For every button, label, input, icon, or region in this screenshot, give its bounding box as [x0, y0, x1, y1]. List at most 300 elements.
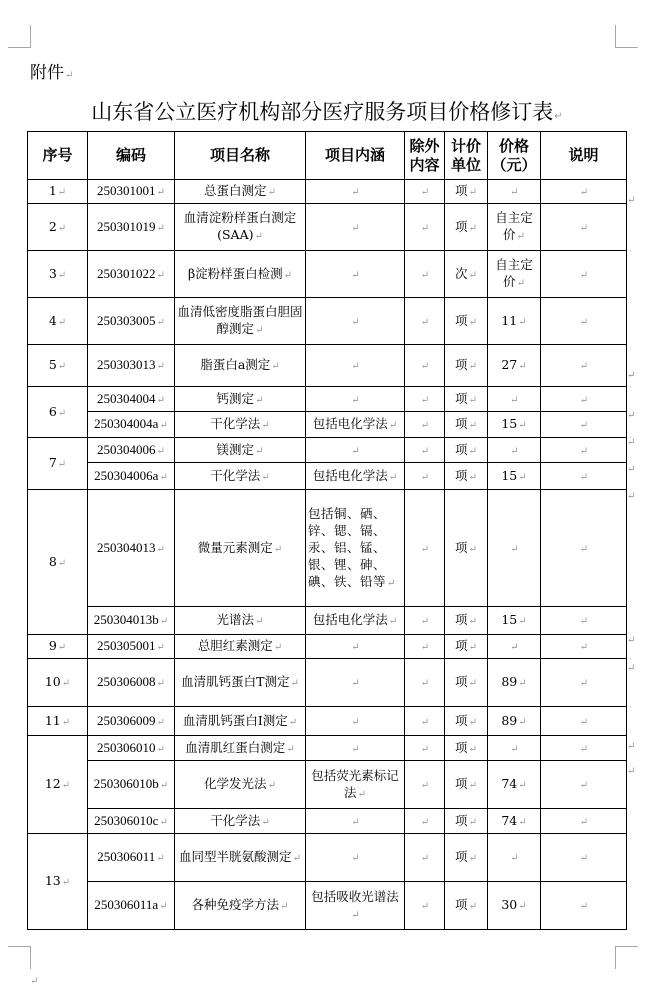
paragraph-mark-icon: ↵ — [420, 816, 430, 828]
paragraph-mark-icon: ↵ — [518, 901, 527, 912]
item-seq: 10↵ — [28, 659, 88, 707]
paragraph-mark-icon: ↵ — [518, 420, 527, 431]
item-unit: 项↵ — [445, 809, 488, 834]
item-name: 微量元素测定↵ — [175, 490, 306, 607]
paragraph-mark-icon: ↵ — [156, 269, 165, 281]
paragraph-mark-icon: ↵ — [156, 543, 165, 555]
paragraph-mark-icon: ↵ — [57, 642, 67, 653]
item-name: β淀粉样蛋白检测↵ — [175, 251, 306, 298]
paragraph-mark-icon: ↵ — [351, 222, 360, 234]
item-price — [488, 387, 541, 412]
item-scope — [306, 204, 405, 251]
paragraph-mark-icon: ↵ — [420, 780, 430, 791]
item-note — [541, 345, 627, 387]
paragraph-mark-icon: ↵ — [159, 780, 169, 791]
paragraph-mark-icon: ↵ — [468, 716, 477, 728]
item-code: 250304013↵ — [88, 490, 175, 607]
paragraph-mark-icon: ↵ — [420, 269, 430, 281]
item-exclusions — [405, 635, 445, 659]
item-name: 干化学法↵ — [175, 809, 306, 834]
paragraph-mark-icon: ↵ — [255, 394, 264, 406]
paragraph-mark-icon: ↵ — [156, 187, 165, 198]
paragraph-mark-icon: ↵ — [468, 901, 477, 912]
item-price: 11↵ — [488, 298, 541, 345]
item-scope — [306, 659, 405, 707]
item-scope — [306, 736, 405, 761]
paragraph-mark-icon: ↵ — [579, 780, 589, 791]
item-seq: 7↵ — [28, 438, 88, 490]
item-name: 镁测定↵ — [175, 438, 306, 463]
item-note — [541, 707, 627, 736]
item-name: 光谱法↵ — [175, 607, 306, 635]
item-exclusions — [405, 412, 445, 438]
paragraph-mark-icon: ↵ — [159, 420, 168, 431]
paragraph-mark-icon: ↵ — [579, 678, 589, 689]
item-exclusions — [405, 345, 445, 387]
paragraph-mark-icon: ↵ — [468, 780, 477, 791]
paragraph-mark-icon: ↵ — [579, 853, 589, 864]
table-row — [28, 882, 627, 930]
paragraph-mark-icon: ↵ — [57, 459, 67, 470]
paragraph-mark-icon: ↵ — [288, 716, 298, 728]
row-end-mark-icon: ↵ — [627, 663, 636, 674]
item-code: 250306011a↵ — [88, 882, 175, 930]
paragraph-mark-icon: ↵ — [510, 642, 519, 653]
item-price — [488, 834, 541, 882]
item-code: 250306010c↵ — [88, 809, 175, 834]
paragraph-mark-icon: ↵ — [61, 877, 71, 888]
item-exclusions — [405, 251, 445, 298]
paragraph-mark-icon: ↵ — [156, 853, 165, 864]
paragraph-mark-icon: ↵ — [579, 361, 589, 372]
table-row — [28, 834, 627, 882]
paragraph-mark-icon: ↵ — [468, 445, 477, 457]
item-note — [541, 659, 627, 707]
paragraph-mark-icon: ↵ — [273, 642, 283, 653]
paragraph-mark-icon: ↵ — [159, 471, 168, 483]
header-price: 价格（元） — [488, 132, 541, 180]
item-name: 血清肌钙蛋白I测定↵ — [175, 707, 306, 736]
item-price: 27↵ — [488, 345, 541, 387]
header-item-name: 项目名称 — [175, 132, 306, 180]
row-end-mark-icon: ↵ — [627, 464, 636, 475]
paragraph-mark-icon: ↵ — [156, 316, 165, 328]
row-end-mark-icon: ↵ — [627, 437, 636, 448]
item-seq: 13↵ — [28, 834, 88, 930]
item-scope: 包括电化学法↵ — [306, 607, 405, 635]
item-price — [488, 490, 541, 607]
paragraph-mark-icon: ↵ — [351, 316, 360, 328]
item-price: 89↵ — [488, 707, 541, 736]
item-price: 15↵ — [488, 412, 541, 438]
table-row — [28, 251, 627, 298]
item-code: 250301022↵ — [88, 251, 175, 298]
item-exclusions — [405, 707, 445, 736]
paragraph-mark-icon: ↵ — [357, 788, 366, 800]
table-row — [28, 607, 627, 635]
paragraph-mark-icon: ↵ — [156, 743, 165, 755]
paragraph-mark-icon: ↵ — [388, 616, 398, 627]
item-unit: 项↵ — [445, 345, 488, 387]
item-scope: 包括铜、硒、锌、锶、镉、汞、铝、锰、银、锂、砷、碘、铁、铅等↵ — [306, 490, 405, 607]
paragraph-mark-icon: ↵ — [510, 394, 519, 406]
item-exclusions — [405, 761, 445, 809]
paragraph-mark-icon: ↵ — [261, 420, 270, 431]
paragraph-mark-icon: ↵ — [420, 222, 430, 234]
item-code: 250305001↵ — [88, 635, 175, 659]
table-row — [28, 345, 627, 387]
paragraph-mark-icon: ↵ — [159, 616, 169, 627]
paragraph-mark-icon: ↵ — [468, 616, 477, 627]
paragraph-mark-icon: ↵ — [351, 394, 360, 406]
paragraph-mark-icon: ↵ — [57, 361, 67, 372]
table-row — [28, 707, 627, 736]
item-unit: 项↵ — [445, 659, 488, 707]
item-unit: 项↵ — [445, 298, 488, 345]
paragraph-mark-icon: ↵ — [518, 780, 527, 791]
table-row — [28, 438, 627, 463]
item-unit: 项↵ — [445, 180, 488, 204]
item-seq: 5↵ — [28, 345, 88, 387]
table-header-row — [28, 132, 627, 180]
paragraph-mark-icon: ↵ — [518, 816, 527, 828]
paragraph-mark-icon: ↵ — [579, 445, 589, 457]
item-seq: 8↵ — [28, 490, 88, 635]
paragraph-mark-icon: ↵ — [468, 361, 477, 372]
table-row — [28, 204, 627, 251]
paragraph-mark-icon: ↵ — [254, 231, 263, 242]
annex-label: 附件↵ — [30, 63, 74, 83]
item-scope: 包括电化学法↵ — [306, 463, 405, 490]
item-price: 30↵ — [488, 882, 541, 930]
header-item-scope: 项目内涵 — [306, 132, 405, 180]
item-name: 血清淀粉样蛋白测定(SAA)↵ — [175, 204, 306, 251]
table-row — [28, 761, 627, 809]
paragraph-mark-icon: ↵ — [351, 816, 360, 828]
item-code: 250304013b↵ — [88, 607, 175, 635]
paragraph-mark-icon: ↵ — [510, 853, 519, 864]
item-scope — [306, 635, 405, 659]
item-name: 各种免疫学方法↵ — [175, 882, 306, 930]
item-price: 89↵ — [488, 659, 541, 707]
paragraph-mark-icon: ↵ — [420, 316, 430, 328]
paragraph-mark-icon: ↵ — [255, 445, 264, 457]
table-row — [28, 809, 627, 834]
paragraph-mark-icon: ↵ — [57, 187, 67, 198]
paragraph-mark-icon: ↵ — [468, 316, 477, 328]
paragraph-mark-icon: ↵ — [579, 543, 589, 555]
paragraph-mark-icon: ↵ — [579, 471, 589, 483]
paragraph-mark-icon: ↵ — [420, 678, 430, 689]
item-name: 血清肌红蛋白测定↵ — [175, 736, 306, 761]
item-name: 血清肌钙蛋白T测定↵ — [175, 659, 306, 707]
item-name: 干化学法↵ — [175, 463, 306, 490]
paragraph-mark-icon: ↵ — [290, 678, 299, 689]
row-end-mark-icon: ↵ — [627, 491, 636, 502]
item-name: 总蛋白测定↵ — [175, 180, 306, 204]
paragraph-mark-icon: ↵ — [156, 716, 165, 728]
paragraph-mark-icon: ↵ — [420, 394, 430, 406]
item-seq: 6↵ — [28, 387, 88, 438]
item-exclusions — [405, 736, 445, 761]
paragraph-mark-icon: ↵ — [579, 222, 589, 234]
item-code: 250304006↵ — [88, 438, 175, 463]
header-code: 编码 — [88, 132, 175, 180]
paragraph-mark-icon: ↵ — [156, 394, 165, 406]
paragraph-mark-icon: ↵ — [468, 187, 477, 198]
item-code: 250306011↵ — [88, 834, 175, 882]
item-price: 74↵ — [488, 809, 541, 834]
paragraph-mark-icon: ↵ — [468, 269, 477, 281]
item-note — [541, 736, 627, 761]
table-row — [28, 180, 627, 204]
item-price: 自主定价↵ — [488, 204, 541, 251]
paragraph-mark-icon: ↵ — [420, 616, 430, 627]
paragraph-mark-icon: ↵ — [57, 316, 67, 328]
item-name: 血同型半胱氨酸测定↵ — [175, 834, 306, 882]
item-unit: 项↵ — [445, 834, 488, 882]
paragraph-mark-icon: ↵ — [387, 577, 396, 589]
paragraph-mark-icon: ↵ — [267, 780, 276, 791]
paragraph-mark-icon: ↵ — [351, 642, 360, 653]
item-scope — [306, 345, 405, 387]
paragraph-mark-icon: ↵ — [420, 716, 430, 728]
item-seq: 11↵ — [28, 707, 88, 736]
item-code: 250303013↵ — [88, 345, 175, 387]
paragraph-mark-icon: ↵ — [420, 543, 430, 555]
item-note — [541, 809, 627, 834]
crop-mark-top-left — [8, 25, 31, 48]
item-price — [488, 635, 541, 659]
item-note — [541, 387, 627, 412]
item-note — [541, 635, 627, 659]
header-seq: 序号 — [28, 132, 88, 180]
item-note — [541, 490, 627, 607]
paragraph-mark-icon: ↵ — [518, 716, 527, 728]
item-scope — [306, 387, 405, 412]
item-seq: 1↵ — [28, 180, 88, 204]
paragraph-mark-icon: ↵ — [351, 269, 360, 281]
paragraph-mark-icon: ↵ — [156, 361, 165, 372]
paragraph-mark-icon: ↵ — [468, 853, 477, 864]
item-unit: 项↵ — [445, 463, 488, 490]
paragraph-mark-icon: ↵ — [468, 394, 477, 406]
item-seq: 2↵ — [28, 204, 88, 251]
paragraph-mark-icon: ↵ — [159, 901, 168, 912]
item-note — [541, 204, 627, 251]
item-name: 钙测定↵ — [175, 387, 306, 412]
price-revision-table — [27, 131, 627, 930]
paragraph-mark-icon: ↵ — [516, 278, 525, 289]
item-exclusions — [405, 204, 445, 251]
item-code: 250304004a↵ — [88, 412, 175, 438]
item-name: 化学发光法↵ — [175, 761, 306, 809]
paragraph-mark-icon: ↵ — [468, 222, 477, 234]
paragraph-mark-icon: ↵ — [283, 269, 293, 281]
item-note — [541, 761, 627, 809]
item-note — [541, 463, 627, 490]
item-scope — [306, 809, 405, 834]
paragraph-mark-icon: ↵ — [518, 678, 527, 689]
item-exclusions — [405, 809, 445, 834]
paragraph-mark-icon: ↵ — [516, 231, 525, 242]
item-scope — [306, 298, 405, 345]
paragraph-mark-icon: ↵ — [286, 743, 295, 755]
paragraph-mark-icon: ↵ — [351, 678, 360, 689]
row-end-mark-icon: ↵ — [627, 195, 636, 206]
paragraph-mark-icon: ↵ — [518, 316, 527, 328]
item-scope — [306, 180, 405, 204]
row-end-mark-icon: ↵ — [627, 635, 636, 646]
item-price: 自主定价↵ — [488, 251, 541, 298]
item-unit: 项↵ — [445, 438, 488, 463]
paragraph-mark-icon: ↵ — [420, 901, 430, 912]
paragraph-mark-icon: ↵ — [156, 678, 165, 689]
paragraph-mark-icon: ↵ — [579, 420, 589, 431]
item-exclusions — [405, 438, 445, 463]
item-scope — [306, 251, 405, 298]
item-name: 脂蛋白a测定↵ — [175, 345, 306, 387]
paragraph-mark-icon: ↵ — [468, 471, 477, 483]
item-code: 250304004↵ — [88, 387, 175, 412]
paragraph-mark-icon: ↵ — [579, 187, 589, 198]
item-note — [541, 882, 627, 930]
item-price: 15↵ — [488, 607, 541, 635]
item-name: 血清低密度脂蛋白胆固醇测定↵ — [175, 298, 306, 345]
paragraph-mark-icon: ↵ — [579, 716, 589, 728]
paragraph-mark-icon: ↵ — [420, 445, 430, 457]
paragraph-mark-icon: ↵ — [388, 471, 398, 483]
item-code: 250301019↵ — [88, 204, 175, 251]
header-unit: 计价单位 — [445, 132, 488, 180]
paragraph-mark-icon: ↵ — [57, 407, 67, 419]
item-exclusions — [405, 298, 445, 345]
paragraph-mark-icon: ↵ — [579, 743, 589, 755]
item-exclusions — [405, 607, 445, 635]
paragraph-mark-icon: ↵ — [510, 543, 519, 555]
crop-mark-bottom-left — [8, 946, 31, 969]
paragraph-mark-icon: ↵ — [388, 420, 398, 431]
item-seq: 9↵ — [28, 635, 88, 659]
paragraph-mark-icon: ↵ — [57, 557, 67, 569]
item-exclusions — [405, 834, 445, 882]
item-note — [541, 251, 627, 298]
item-scope: 包括电化学法↵ — [306, 412, 405, 438]
item-price — [488, 736, 541, 761]
paragraph-mark-icon: ↵ — [420, 642, 430, 653]
item-price — [488, 438, 541, 463]
paragraph-mark-icon: ↵ — [420, 420, 430, 431]
header-notes: 说明 — [541, 132, 627, 180]
item-code: 250306008↵ — [88, 659, 175, 707]
paragraph-mark-icon: ↵ — [255, 325, 264, 336]
item-scope — [306, 438, 405, 463]
item-unit: 项↵ — [445, 707, 488, 736]
item-note — [541, 834, 627, 882]
item-code: 250301001↵ — [88, 180, 175, 204]
paragraph-mark-icon: ↵ — [351, 445, 360, 457]
item-unit: 项↵ — [445, 635, 488, 659]
paragraph-mark-icon: ↵ — [156, 222, 165, 234]
item-name: 总胆红素测定↵ — [175, 635, 306, 659]
item-code: 250306010b↵ — [88, 761, 175, 809]
paragraph-mark-icon: ↵ — [271, 361, 280, 372]
row-end-mark-icon: ↵ — [627, 410, 636, 421]
item-name: 干化学法↵ — [175, 412, 306, 438]
header-exclusions: 除外内容 — [405, 132, 445, 180]
paragraph-mark-icon: ↵ — [468, 543, 477, 555]
table-row — [28, 659, 627, 707]
paragraph-mark-icon: ↵ — [351, 361, 360, 372]
paragraph-mark-icon: ↵ — [468, 642, 477, 653]
paragraph-mark-icon: ↵ — [579, 616, 589, 627]
paragraph-mark-icon: ↵ — [273, 543, 283, 555]
item-unit: 项↵ — [445, 607, 488, 635]
item-scope — [306, 834, 405, 882]
item-note — [541, 298, 627, 345]
paragraph-mark-icon: ↵ — [579, 642, 589, 653]
item-scope — [306, 707, 405, 736]
item-exclusions — [405, 387, 445, 412]
item-unit: 项↵ — [445, 412, 488, 438]
paragraph-mark-icon: ↵ — [420, 361, 430, 372]
paragraph-mark-icon: ↵ — [292, 853, 301, 864]
paragraph-mark-icon: ↵ — [61, 716, 71, 728]
paragraph-mark-icon: ↵ — [61, 678, 71, 689]
paragraph-mark-icon: ↵ — [579, 816, 589, 828]
paragraph-mark-icon: ↵ — [280, 901, 289, 912]
item-note — [541, 607, 627, 635]
paragraph-mark-icon: ↵ — [261, 471, 270, 483]
item-note — [541, 412, 627, 438]
item-unit: 项↵ — [445, 761, 488, 809]
paragraph-mark-icon: ↵ — [510, 445, 519, 457]
table-row — [28, 463, 627, 490]
item-price — [488, 180, 541, 204]
table-row — [28, 298, 627, 345]
paragraph-mark-icon: ↵ — [420, 187, 430, 198]
paragraph-mark-icon: ↵ — [420, 471, 430, 483]
row-end-mark-icon: ↵ — [627, 741, 636, 752]
item-unit: 次↵ — [445, 251, 488, 298]
row-end-mark-icon: ↵ — [627, 766, 636, 777]
paragraph-mark-icon: ↵ — [156, 445, 165, 457]
paragraph-mark-icon: ↵ — [518, 361, 527, 372]
paragraph-mark-icon: ↵ — [579, 901, 589, 912]
paragraph-mark-icon: ↵ — [57, 222, 67, 234]
paragraph-mark-icon: ↵ — [351, 187, 360, 198]
right-margin-marks — [627, 0, 639, 1004]
item-unit: 项↵ — [445, 490, 488, 607]
paragraph-mark-icon: ↵ — [351, 853, 360, 864]
paragraph-mark-icon: ↵ — [468, 678, 477, 689]
table-row — [28, 736, 627, 761]
paragraph-mark-icon: ↵ — [420, 743, 430, 755]
item-unit: 项↵ — [445, 882, 488, 930]
paragraph-mark-icon: ↵ — [468, 420, 477, 431]
table-row — [28, 387, 627, 412]
item-seq: 3↵ — [28, 251, 88, 298]
item-price: 15↵ — [488, 463, 541, 490]
item-exclusions — [405, 490, 445, 607]
table-row — [28, 635, 627, 659]
item-code: 250304006a↵ — [88, 463, 175, 490]
item-seq: 4↵ — [28, 298, 88, 345]
paragraph-mark-icon: ↵ — [420, 853, 430, 864]
paragraph-mark-icon: ↵ — [156, 642, 165, 653]
paragraph-mark-icon: ↵ — [510, 187, 519, 198]
item-scope: 包括吸收光谱法↵ — [306, 882, 405, 930]
